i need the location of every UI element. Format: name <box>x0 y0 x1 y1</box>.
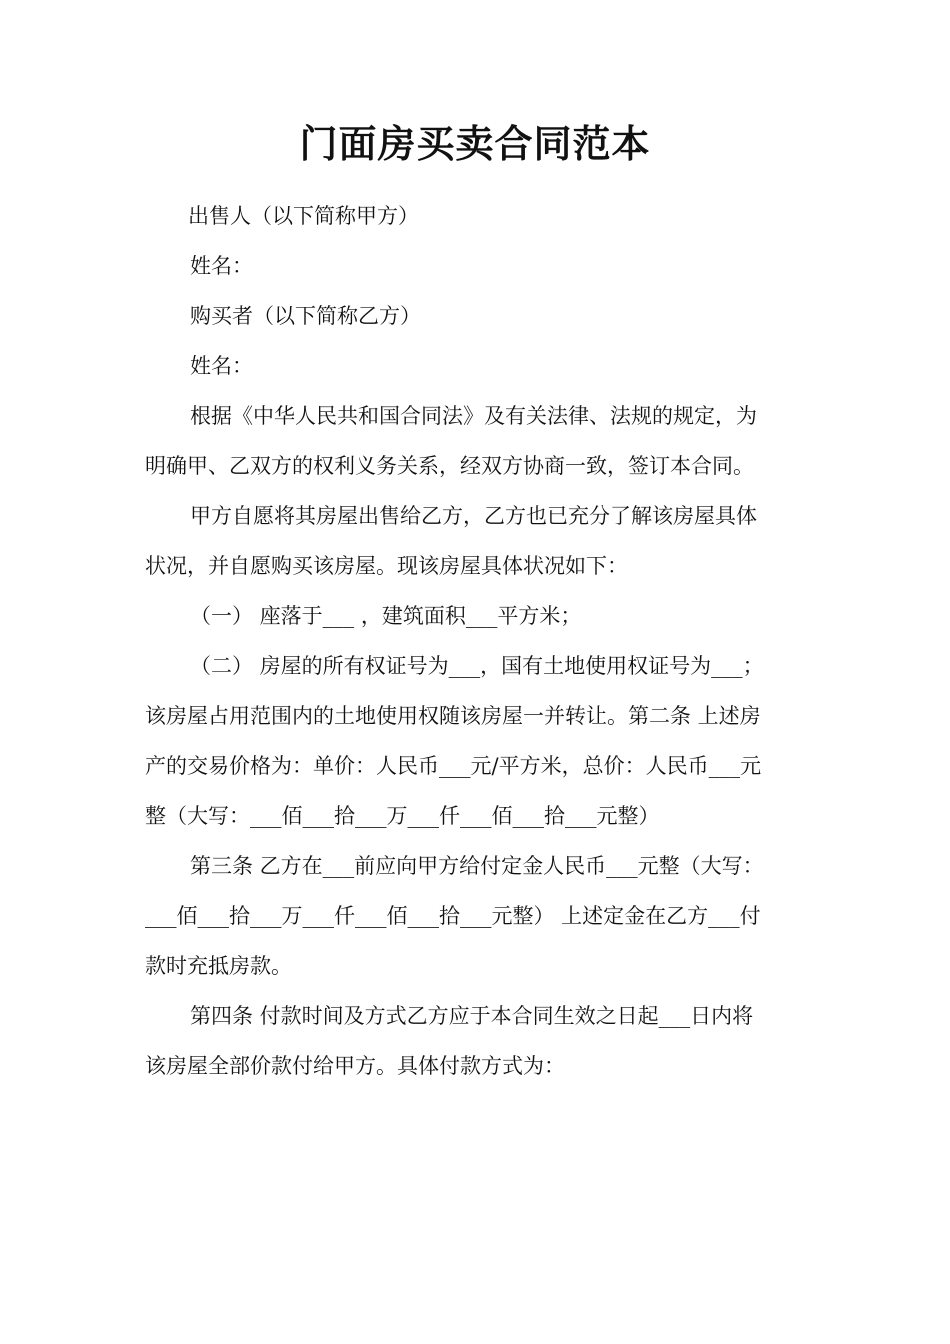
paragraph-line-seller: 出售人（以下简称甲方） <box>188 204 419 228</box>
paragraph-line: 明确甲、乙双方的权利义务关系，经双方协商一致，签订本合同。 <box>145 454 754 478</box>
paragraph-line-buyer: 购买者（以下简称乙方） <box>190 304 421 328</box>
paragraph-line: 款时充抵房款。 <box>145 954 292 978</box>
paragraph-line-buyer-name: 姓名： <box>190 354 253 378</box>
paragraph-line-item-1: （一） 座落于___ ，建筑面积___平方米； <box>190 604 582 628</box>
paragraph-line-article-4: 第四条 付款时间及方式乙方应于本合同生效之日起___日内将 <box>190 1004 754 1028</box>
document-title: 门面房买卖合同范本 <box>299 121 651 166</box>
paragraph-line: 该房屋占用范围内的土地使用权随该房屋一并转让。第二条 上述房 <box>145 704 761 728</box>
paragraph-line: 根据《中华人民共和国合同法》及有关法律、法规的规定，为 <box>190 404 757 428</box>
paragraph-line: 甲方自愿将其房屋出售给乙方，乙方也已充分了解该房屋具体 <box>190 504 757 528</box>
paragraph-line-seller-name: 姓名： <box>190 254 253 278</box>
paragraph-line: 产的交易价格为：单价：人民币___元/平方米，总价：人民币___元 <box>145 754 762 778</box>
paragraph-line: 整（大写：___佰___拾___万___仟___佰___拾___元整） <box>145 804 660 828</box>
paragraph-line-item-2: （二） 房屋的所有权证号为___，国有土地使用权证号为___； <box>190 654 764 678</box>
paragraph-line: ___佰___拾___万___仟___佰___拾___元整） 上述定金在乙方___付 <box>145 904 761 928</box>
paragraph-line: 该房屋全部价款付给甲方。具体付款方式为： <box>145 1054 565 1078</box>
paragraph-line-article-3: 第三条 乙方在___前应向甲方给付定金人民币___元整（大写： <box>190 854 764 878</box>
paragraph-line: 状况，并自愿购买该房屋。现该房屋具体状况如下： <box>145 554 628 578</box>
